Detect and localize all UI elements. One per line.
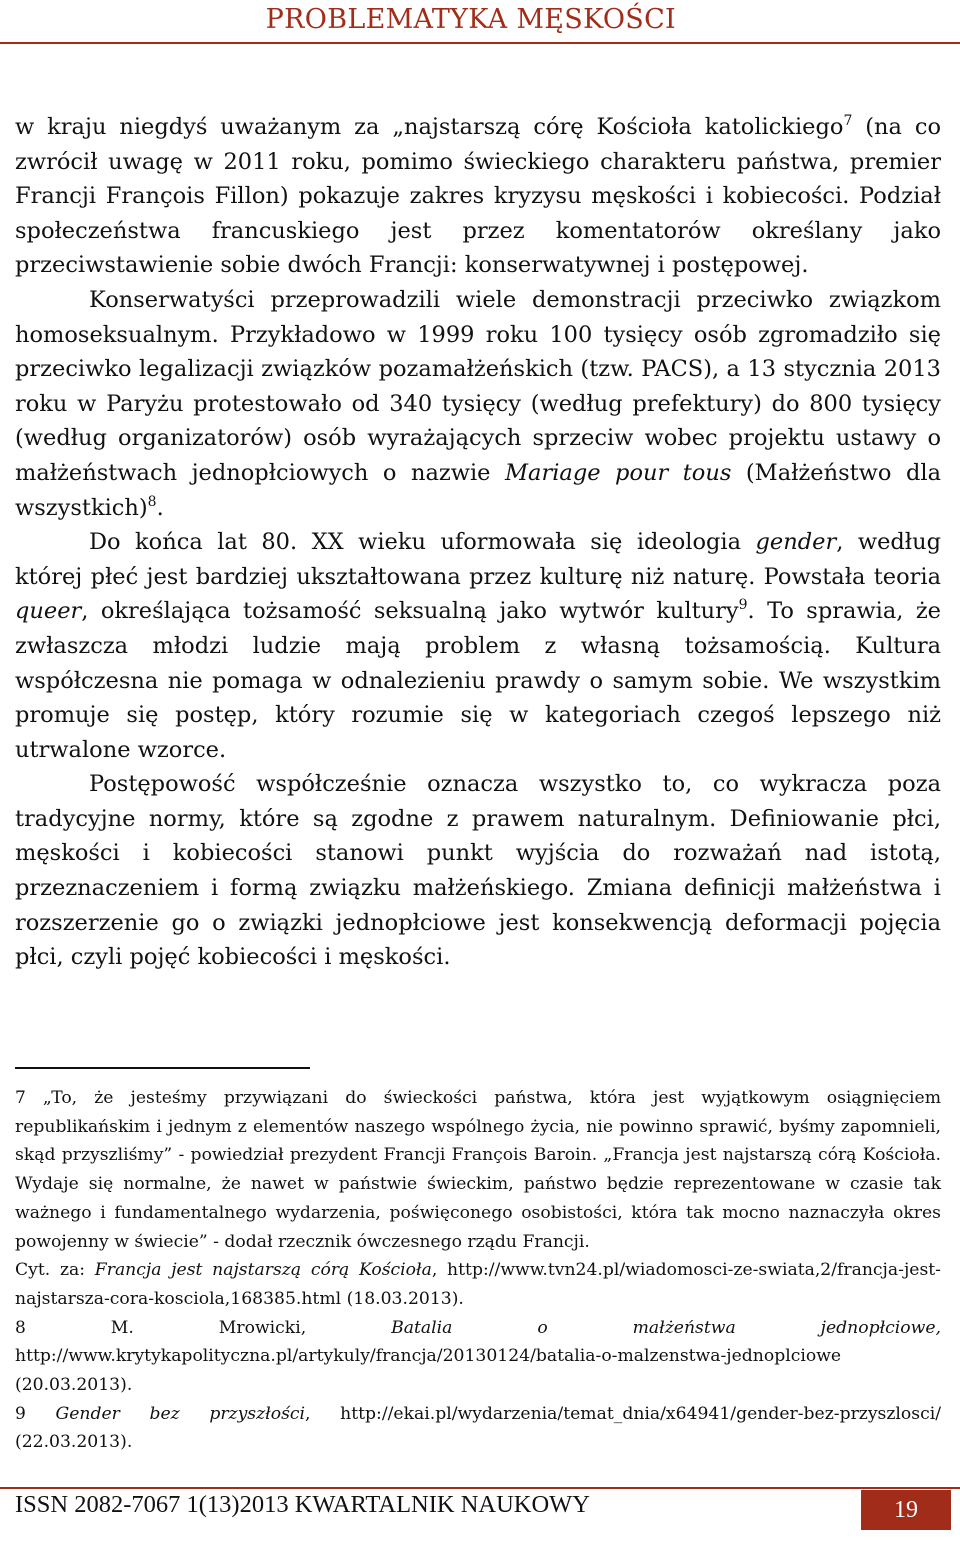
footnote-8 xyxy=(15,1314,941,1400)
p3-text-d: . To sprawia, że zwłaszcza młodzi ludzie mają problem z własną tożsamością. Kultura współczesna nie pomaga w odnalezieniu prawdy o samym sobie. We wszystkim promuje się postęp, który rozumie się w kategoriach czegoś lepszego niż utrwalone wzorce. xyxy=(15,598,942,763)
page-number: 19 xyxy=(861,1490,951,1530)
footnote-separator xyxy=(15,1067,310,1069)
paragraph-3 xyxy=(15,525,941,767)
footnote-9-title: Gender bez przyszłości xyxy=(55,1403,306,1424)
page-footer xyxy=(0,1487,960,1529)
footnote-ref-7[interactable]: 7 xyxy=(843,113,853,129)
main-text xyxy=(15,110,941,975)
paragraph-2 xyxy=(15,283,941,525)
footnotes xyxy=(15,1084,941,1457)
p2-text-a: Konserwatyści przeprowadzili wiele demonstracji przeciwko związkom homoseksualnym. Przykładowo w 1999 roku 100 tysięcy osób zgromadziło się przeciwko legalizacji związków pozamałżeńskich (tzw. PACS), a 13 stycznia 2013 roku w Paryżu protestowało od 340 tysięcy (według prefektury) do 800 tysięcy (według organizatorów) osób wyrażających sprzeciw wobec projektu ustawy o małżeństwach jednopłciowych o nazwie xyxy=(15,286,941,486)
p3-text-b: , według której płeć jest bardziej ukształtowana przez kulturę niż naturę. Powstała teoria xyxy=(15,529,941,590)
footnote-7 xyxy=(15,1084,941,1256)
citation-title: Francja jest najstarszą córą Kościoła xyxy=(94,1260,432,1281)
footnote-ref-8[interactable]: 8 xyxy=(147,493,157,510)
paragraph-1 xyxy=(15,110,941,283)
footnote-8-author: M. Mrowicki, xyxy=(25,1317,392,1338)
footnote-9-number: 9 xyxy=(15,1403,26,1424)
p2-italic-title: Mariage pour tous xyxy=(505,459,732,486)
footer-rule xyxy=(0,1487,960,1489)
paragraph-4: Postępowość współcześnie oznacza wszystko to, co wykracza poza tradycyjne normy, które są zgodne z prawem naturalnym. Definiowanie płci, męskości i kobiecości stanowi punkt wyjścia do rozważań nad istotą, przeznaczeniem i formą związku małżeńskiego. Zmiana definicji małżeństwa i rozszerzenie go o związki jednopłciowe jest konsekwencją deformacji pojęcia płci, czyli pojęć kobiecości i męskości. xyxy=(15,771,941,971)
footnote-8-link[interactable]: http://www.krytykapolityczna.pl/artykuly/francja/20130124/batalia-o-malzenstwa-jednoplciowe (20.03.2013). xyxy=(15,1346,842,1396)
footnote-8-number: 8 xyxy=(15,1317,26,1338)
p3-italic-queer: queer xyxy=(15,598,82,625)
running-header-title: PROBLEMATYKA MĘSKOŚCI xyxy=(265,4,676,35)
p1-text-b: (na co zwrócił uwagę w 2011 roku, pomimo świeckiego charakteru państwa, premier Francji François Fillon) pokazuje zakres kryzysu męskości i kobiecości. Podział społeczeństwa francuskiego jest przez komentatorów określany jako przeciwstawienie sobie dwóch Francji: konserwatywnej i postępowej. xyxy=(15,114,941,279)
footnote-9 xyxy=(15,1400,941,1457)
header-rule xyxy=(0,42,960,44)
p3-text-c: , określająca tożsamość seksualną jako wytwór kultury xyxy=(81,598,739,625)
p2-text-b: (Małżeństwo dla wszystkich) xyxy=(15,459,941,521)
p3-italic-gender: gender xyxy=(755,529,837,556)
p1-text-a: w kraju niegdyś uważanym za „najstarszą córę Kościoła katolickiego xyxy=(15,114,844,140)
footnote-8-title: Batalia o małżeństwa jednopłciowe, xyxy=(391,1317,941,1338)
p3-text-a: Do końca lat 80. XX wieku uformowała się ideologia xyxy=(89,529,756,556)
footnote-ref-9[interactable]: 9 xyxy=(738,597,748,614)
footnote-9-link[interactable]: , http://ekai.pl/wydarzenia/temat_dnia/x64941/gender-bez-przyszlosci/ (22.03.2013). xyxy=(15,1403,942,1453)
page-header xyxy=(0,0,960,44)
footnote-7-citation xyxy=(15,1256,941,1313)
journal-issn: ISSN 2082-7067 1(13)2013 KWARTALNIK NAUKOWY xyxy=(15,1491,590,1518)
footnote-7-number: 7 xyxy=(15,1088,26,1108)
p2-text-c: . xyxy=(156,494,164,521)
citation-link[interactable]: , http://www.tvn24.pl/wiadomosci-ze-swiata,2/francja-jest-najstarsza-cora-kosciola,168385.html (18.03.2013). xyxy=(15,1260,941,1309)
citation-prefix: Cyt. za: xyxy=(15,1260,95,1281)
footnote-7-text: „To, że jesteśmy przywiązani do świeckości państwa, która jest wyjątkowym osiągnięciem republikańskim i jednym z elementów naszego wspólnego życia, nie powinno sprawić, byśmy zapomnieli, skąd przyszliśmy” - powiedział prezydent Francji François Baroin. „Francja jest najstarszą córą Kościoła. Wydaje się normalne, że nawet w państwie świeckim, państwo będzie reprezentowane w czasie tak ważnego i fundamentalnego wydarzenia, poświęconego osobistości, która tak mocno naznaczyła okres powojenny w świecie” - dodał rzecznik ówczesnego rządu Francji. xyxy=(15,1088,941,1252)
